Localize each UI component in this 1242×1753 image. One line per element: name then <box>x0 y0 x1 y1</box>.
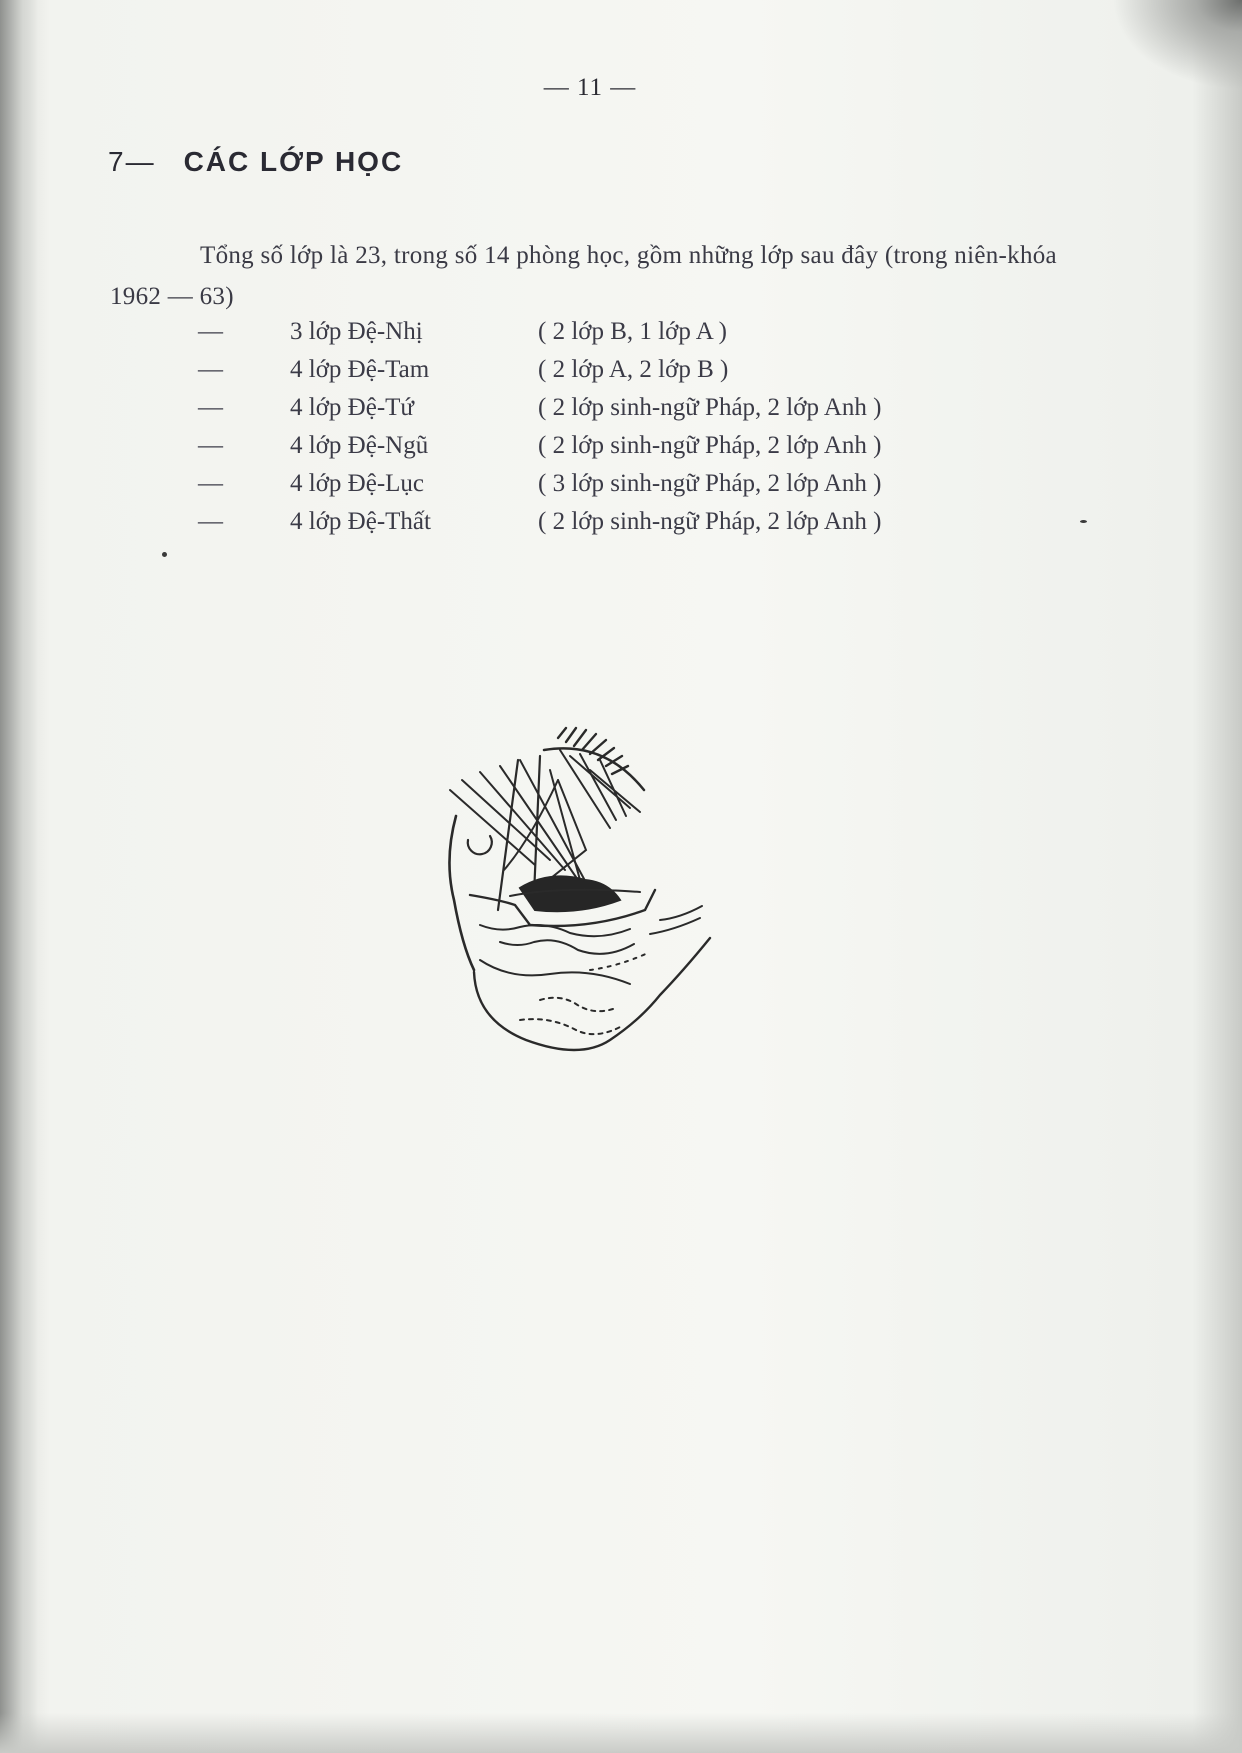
class-row <box>198 508 1098 546</box>
class-detail: ( 2 lớp sinh-ngữ Pháp, 2 lớp Anh ) <box>538 508 882 535</box>
class-row <box>198 394 1098 432</box>
class-row <box>198 470 1098 508</box>
class-row <box>198 318 1098 356</box>
sailboat-drawing-icon <box>440 720 730 1100</box>
list-dash: — <box>198 394 223 421</box>
bottom-shadow <box>0 1713 1242 1753</box>
class-row <box>198 432 1098 470</box>
class-name: 4 lớp Đệ-Tứ <box>290 394 414 421</box>
class-detail: ( 2 lớp A, 2 lớp B ) <box>538 356 729 383</box>
class-name: 3 lớp Đệ-Nhị <box>290 318 423 345</box>
intro-paragraph: Tổng số lớp là 23, trong số 14 phòng học, gồm những lớp sau đây (trong niên-khóa 1962 — 63) <box>110 242 1057 310</box>
class-name: 4 lớp Đệ-Thất <box>290 508 431 535</box>
section-heading <box>108 146 403 178</box>
class-detail: ( 2 lớp sinh-ngữ Pháp, 2 lớp Anh ) <box>538 432 882 459</box>
list-dash: — <box>198 356 223 383</box>
class-list <box>198 318 1098 546</box>
class-detail: ( 2 lớp sinh-ngữ Pháp, 2 lớp Anh ) <box>538 394 882 421</box>
page-binding-edge <box>0 0 38 1753</box>
page-number: — 11 — <box>543 74 637 101</box>
class-row <box>198 356 1098 394</box>
class-name: 4 lớp Đệ-Tam <box>290 356 430 383</box>
class-name: 4 lớp Đệ-Lục <box>290 470 425 497</box>
list-dash: — <box>198 470 223 497</box>
ink-speck <box>1080 520 1087 523</box>
class-detail: ( 2 lớp B, 1 lớp A ) <box>538 318 727 345</box>
class-name: 4 lớp Đệ-Ngũ <box>290 432 429 459</box>
section-number: 7— <box>108 146 156 177</box>
corner-shadow <box>1112 0 1242 90</box>
list-dash: — <box>198 508 223 535</box>
class-detail: ( 3 lớp sinh-ngữ Pháp, 2 lớp Anh ) <box>538 470 882 497</box>
section-title: CÁC LỚP HỌC <box>183 146 404 177</box>
ink-speck <box>162 552 167 557</box>
list-dash: — <box>198 432 223 459</box>
list-dash: — <box>198 318 223 345</box>
